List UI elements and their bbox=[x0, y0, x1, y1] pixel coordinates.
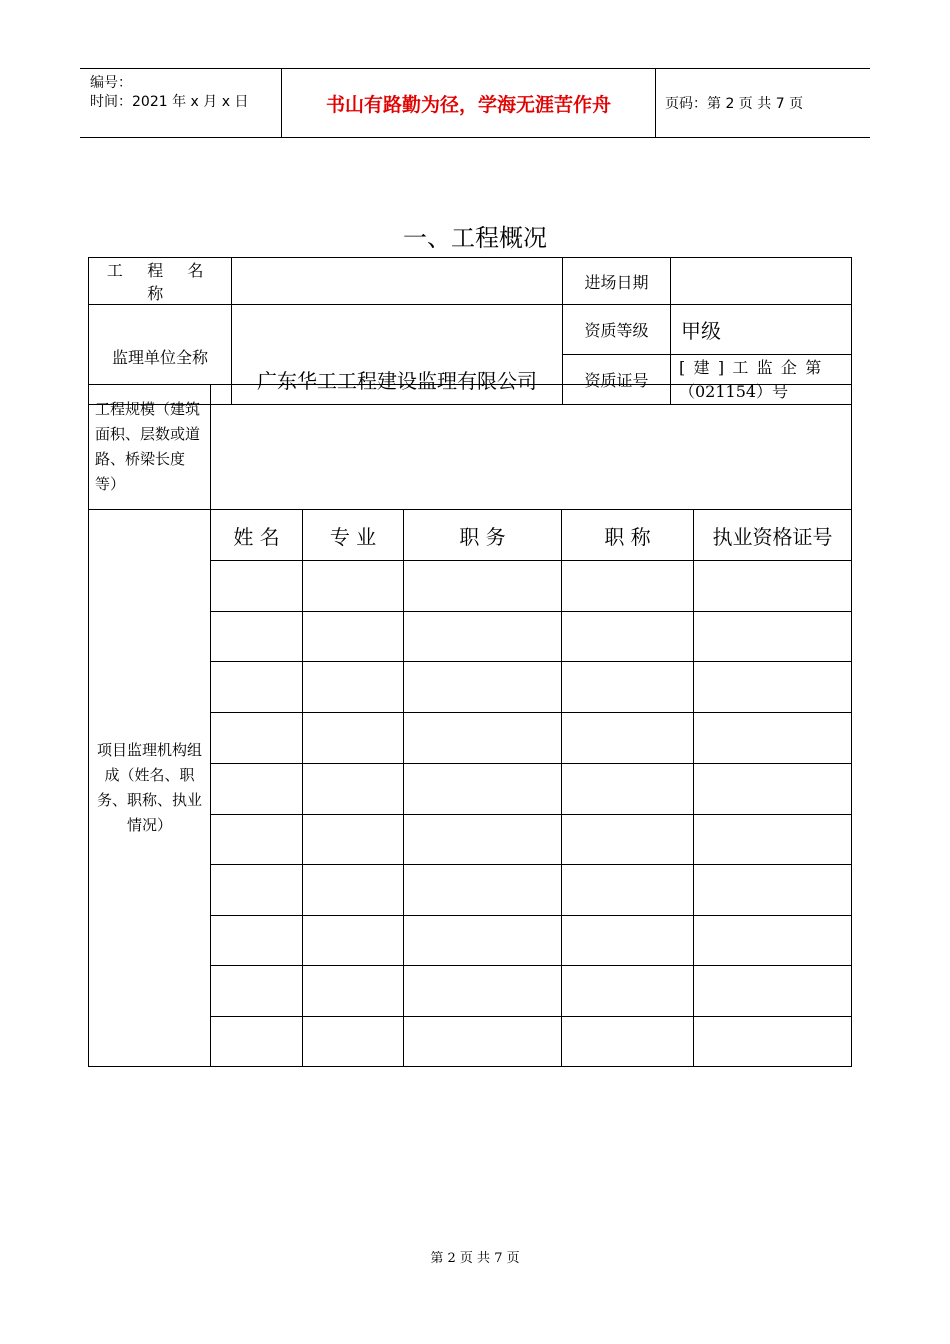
cell-title[interactable] bbox=[562, 865, 694, 916]
column-header-position: 职 务 bbox=[404, 510, 562, 561]
cell-title[interactable] bbox=[562, 1017, 694, 1067]
column-header-license: 执业资格证号 bbox=[694, 510, 852, 561]
page-footer: 第 2 页 共 7 页 bbox=[430, 1251, 520, 1266]
cell-major[interactable] bbox=[303, 966, 404, 1017]
cell-title[interactable] bbox=[562, 612, 694, 662]
cell-major[interactable] bbox=[303, 662, 404, 713]
organization-label-cell bbox=[89, 510, 211, 1067]
project-name-label: 工 程 名 称 bbox=[89, 258, 232, 305]
cell-position[interactable] bbox=[404, 713, 562, 764]
cell-major[interactable] bbox=[303, 865, 404, 916]
cell-major[interactable] bbox=[303, 916, 404, 966]
cell-license[interactable] bbox=[694, 612, 852, 662]
cell-license[interactable] bbox=[694, 764, 852, 815]
entry-date-value[interactable] bbox=[671, 258, 852, 305]
cell-position[interactable] bbox=[404, 662, 562, 713]
cell-major[interactable] bbox=[303, 612, 404, 662]
entry-date-label: 进场日期 bbox=[563, 258, 671, 305]
time-label: 时间：2021 年 x 月 x 日 bbox=[90, 94, 249, 110]
cell-major[interactable] bbox=[303, 561, 404, 612]
cell-position[interactable] bbox=[404, 966, 562, 1017]
scale-label: 工程规模（建筑面积、层数或道路、桥梁长度等） bbox=[89, 385, 211, 510]
cell-major[interactable] bbox=[303, 1017, 404, 1067]
certificate-line2: （021154）号 bbox=[679, 381, 789, 401]
cell-license[interactable] bbox=[694, 561, 852, 612]
cell-name[interactable] bbox=[211, 713, 303, 764]
cell-title[interactable] bbox=[562, 966, 694, 1017]
cell-major[interactable] bbox=[303, 764, 404, 815]
cell-license[interactable] bbox=[694, 815, 852, 865]
cell-license[interactable] bbox=[694, 966, 852, 1017]
column-header-name: 姓 名 bbox=[211, 510, 303, 561]
cell-license[interactable] bbox=[694, 865, 852, 916]
cell-title[interactable] bbox=[562, 815, 694, 865]
qualification-level-value[interactable]: 甲级 bbox=[671, 305, 852, 355]
cell-title[interactable] bbox=[562, 764, 694, 815]
organization-table bbox=[88, 509, 852, 1067]
cell-name[interactable] bbox=[211, 916, 303, 966]
column-header-major: 专 业 bbox=[303, 510, 404, 561]
cell-name[interactable] bbox=[211, 966, 303, 1017]
project-name-value[interactable] bbox=[232, 258, 563, 305]
cell-name[interactable] bbox=[211, 764, 303, 815]
cell-license[interactable] bbox=[694, 713, 852, 764]
cell-position[interactable] bbox=[404, 1017, 562, 1067]
organization-label: 项目监理机构组成（姓名、职务、职称、执业情况） bbox=[96, 741, 202, 834]
header-motto-cell bbox=[281, 69, 656, 137]
cell-name[interactable] bbox=[211, 815, 303, 865]
cell-position[interactable] bbox=[404, 815, 562, 865]
cell-license[interactable] bbox=[694, 1017, 852, 1067]
header-page-cell bbox=[656, 69, 870, 137]
scale-value[interactable] bbox=[211, 385, 852, 510]
cell-license[interactable] bbox=[694, 662, 852, 713]
cell-position[interactable] bbox=[404, 561, 562, 612]
header-meta bbox=[80, 69, 281, 137]
cell-name[interactable] bbox=[211, 1017, 303, 1067]
cell-position[interactable] bbox=[404, 612, 562, 662]
number-label: 编号： bbox=[90, 75, 132, 91]
column-header-title: 职 称 bbox=[562, 510, 694, 561]
overview-table bbox=[88, 257, 852, 405]
cell-major[interactable] bbox=[303, 815, 404, 865]
supervisor-value[interactable]: 广东华工工程建设监理有限公司 bbox=[257, 369, 537, 393]
cell-name[interactable] bbox=[211, 865, 303, 916]
cell-name[interactable] bbox=[211, 612, 303, 662]
cell-position[interactable] bbox=[404, 764, 562, 815]
page-info: 页码：第 2 页 共 7 页 bbox=[665, 96, 804, 112]
supervisor-label-text: 监理单位全称 bbox=[111, 348, 208, 367]
cell-title[interactable] bbox=[562, 561, 694, 612]
scale-table bbox=[88, 384, 852, 510]
cell-title[interactable] bbox=[562, 662, 694, 713]
certificate-label: 资质证号 bbox=[563, 355, 671, 405]
cell-name[interactable] bbox=[211, 561, 303, 612]
cell-position[interactable] bbox=[404, 916, 562, 966]
motto-text: 书山有路勤为径，学海无涯苦作舟 bbox=[325, 93, 611, 116]
page-header bbox=[80, 68, 870, 138]
qualification-level-label: 资质等级 bbox=[563, 305, 671, 355]
cell-position[interactable] bbox=[404, 865, 562, 916]
certificate-line1: [ 建 ] 工 监 企 第 bbox=[679, 357, 823, 377]
cell-license[interactable] bbox=[694, 916, 852, 966]
cell-major[interactable] bbox=[303, 713, 404, 764]
cell-title[interactable] bbox=[562, 713, 694, 764]
cell-name[interactable] bbox=[211, 662, 303, 713]
section-title: 一、工程概况 bbox=[403, 224, 547, 252]
cell-title[interactable] bbox=[562, 916, 694, 966]
